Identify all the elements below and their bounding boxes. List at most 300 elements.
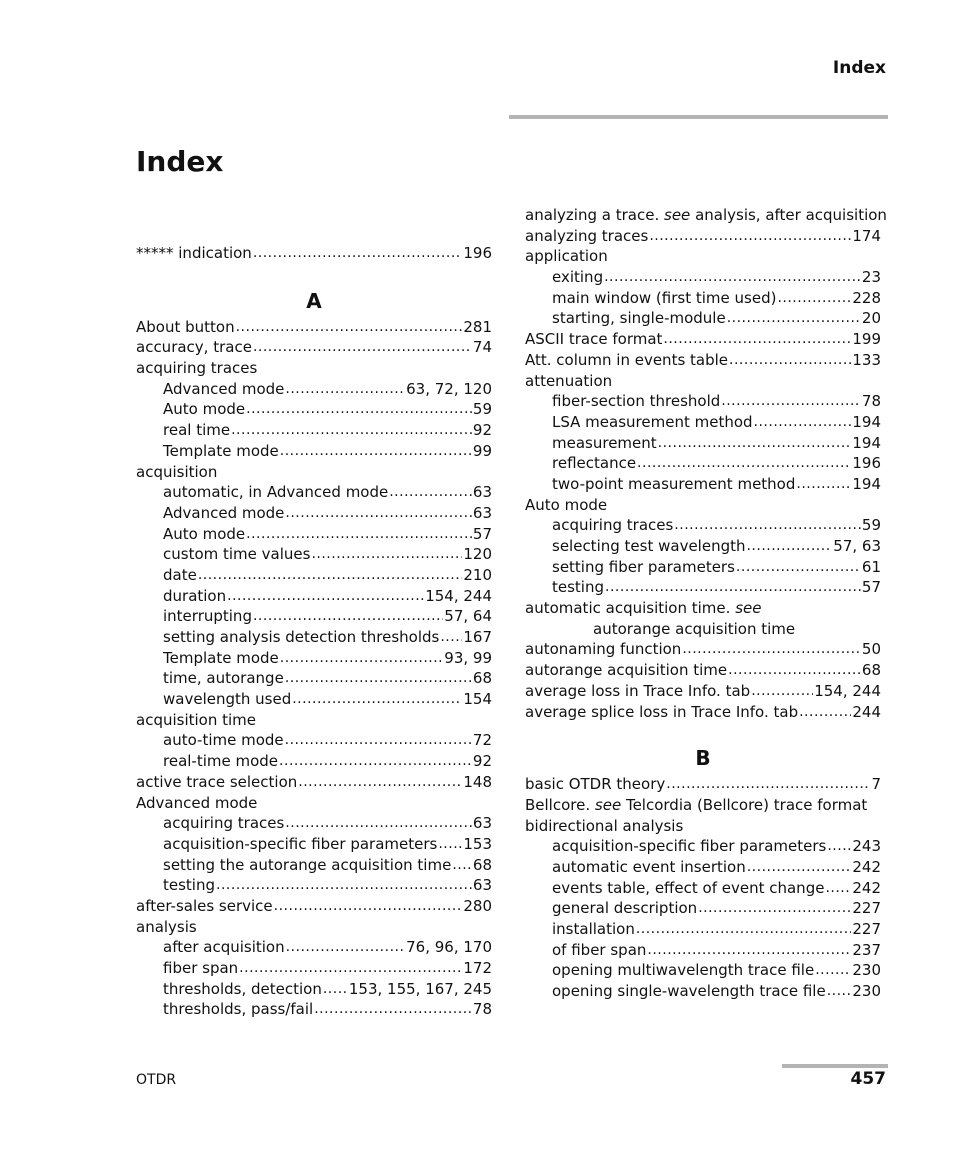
index-entry-label (525, 660, 727, 681)
index-entry (136, 710, 492, 731)
entry-text: acquisition-specific fiber parameters (163, 834, 438, 853)
index-entry-label (136, 462, 217, 483)
entry-text: Advanced mode (163, 379, 285, 398)
index-subentry (136, 813, 492, 834)
entry-text: Advanced mode (163, 503, 285, 522)
index-entry-label (163, 379, 284, 400)
page-refs: 194 (852, 433, 881, 452)
entry-text: acquiring traces (552, 516, 674, 535)
index-entry (525, 681, 881, 702)
index-subentry (136, 503, 492, 524)
index-entry-label (136, 358, 257, 379)
entry-text: average loss in Trace Info. tab (525, 681, 751, 700)
page-refs: 57, 63 (833, 537, 881, 555)
index-entry-label (552, 433, 657, 454)
footer-rule (782, 1064, 888, 1068)
entry-text: measurement (552, 433, 657, 452)
page-refs: 63, 72, 120 (406, 379, 492, 398)
index-subentry (525, 391, 881, 412)
page-refs: 68 (861, 661, 881, 680)
index-subentry (525, 857, 881, 878)
index-subentry (136, 606, 492, 627)
page-refs: 23 (861, 268, 881, 287)
index-entry (525, 246, 881, 267)
index-subentry (136, 565, 492, 586)
page-title: Index (136, 145, 224, 178)
index-entry-label (552, 898, 697, 919)
dot-leader (198, 565, 463, 586)
index-subentry (136, 524, 492, 545)
running-head-title: Index (832, 58, 886, 78)
index-entry-label (593, 619, 795, 640)
dot-leader (825, 878, 851, 899)
dot-leader (746, 536, 832, 557)
page-refs: 92 (472, 421, 492, 440)
entry-text: About button (136, 317, 235, 336)
page-refs: 63 (472, 483, 492, 502)
entry-text: analyzing a trace. (525, 206, 660, 224)
header-rule (509, 115, 888, 119)
dot-leader (777, 288, 851, 309)
index-entry-label (163, 648, 279, 669)
index-entry-label (525, 495, 607, 516)
index-subentry (525, 412, 881, 433)
index-entry-label (163, 875, 215, 896)
page-refs: 194 (852, 474, 881, 493)
index-entry-label (163, 503, 284, 524)
index-entry-label (552, 557, 735, 578)
index-entry-label (525, 329, 662, 350)
index-entry (136, 337, 492, 358)
index-subentry (525, 940, 881, 961)
index-entry-label (136, 772, 297, 793)
dot-leader (796, 474, 851, 495)
dot-leader (827, 981, 852, 1002)
index-entry (136, 917, 492, 938)
page-refs: 242 (852, 857, 881, 876)
index-subentry (136, 834, 492, 855)
dot-leader (246, 399, 472, 420)
index-entry-label (136, 243, 252, 264)
page-refs: 228 (852, 288, 881, 307)
page-refs: 63 (472, 876, 492, 895)
entry-text: fiber-section threshold (552, 392, 721, 411)
page-refs: 148 (463, 772, 492, 791)
index-entry-label (163, 565, 197, 586)
index-entry (525, 702, 881, 723)
index-entry-label (163, 813, 284, 834)
dot-leader (736, 557, 861, 578)
index-subentry (136, 482, 492, 503)
page-refs: 167 (463, 628, 492, 646)
footer-product: OTDR (136, 1072, 177, 1088)
index-entry-label (525, 205, 887, 226)
index-subentry (136, 544, 492, 565)
index-entry-label (163, 689, 291, 710)
dot-leader (274, 896, 463, 917)
dot-leader (827, 836, 851, 857)
dot-leader (285, 379, 405, 400)
entry-text: autorange acquisition time (525, 661, 728, 680)
entry-text: wavelength used (163, 690, 292, 709)
dot-leader (674, 515, 861, 536)
entry-text: automatic acquisition time. (525, 599, 731, 618)
index-subentry (525, 433, 881, 454)
dot-leader (285, 668, 472, 689)
index-entry-label (136, 710, 256, 731)
dot-leader (216, 875, 472, 896)
index-entry-label (136, 896, 273, 917)
index-subentry (525, 308, 881, 329)
dot-leader (663, 329, 851, 350)
index-subentry (525, 577, 881, 598)
entry-text: acquiring traces (163, 814, 285, 833)
page-refs: 230 (852, 982, 881, 1001)
page-refs: 210 (463, 565, 492, 584)
entry-text: acquiring traces (136, 359, 258, 378)
entry-text: active trace selection (136, 772, 298, 791)
spacer (525, 722, 881, 734)
dot-leader (236, 317, 463, 338)
entry-text: basic OTDR theory (525, 775, 666, 794)
index-entry-label (163, 544, 310, 565)
index-entry (525, 205, 887, 226)
dot-leader (438, 834, 462, 855)
entry-text: custom time values (163, 545, 311, 564)
dot-leader (253, 337, 472, 358)
entry-text: automatic, in Advanced mode (163, 483, 389, 502)
index-entry-label (163, 937, 285, 958)
index-entry (525, 816, 881, 837)
index-letter-heading: A (306, 288, 322, 313)
index-subentry (525, 288, 881, 309)
entry-text: real-time mode (163, 752, 279, 771)
entry-text: Bellcore. (525, 795, 591, 814)
entry-text: Auto mode (163, 524, 246, 543)
page-refs: 227 (852, 899, 881, 918)
page-refs: 230 (852, 961, 881, 980)
index-entry-label (552, 577, 604, 598)
index-entry (525, 639, 881, 660)
dot-leader (637, 453, 851, 474)
index-subentry (136, 668, 492, 689)
entry-text: acquisition (136, 462, 218, 481)
entry-text: Template mode (163, 441, 279, 460)
dot-leader (440, 627, 462, 648)
entry-text: of fiber span (552, 940, 647, 959)
dot-leader (799, 702, 851, 723)
index-entry-label (552, 453, 636, 474)
index-entry-label (163, 627, 439, 648)
entry-text: after-sales service (136, 896, 273, 915)
dot-leader (285, 730, 472, 751)
page-refs: 242 (852, 878, 881, 897)
dot-leader (314, 999, 472, 1020)
index-entry-label (552, 391, 720, 412)
entry-text: autorange acquisition time (593, 619, 796, 638)
entry-text: two-point measurement method (552, 474, 796, 493)
entry-text: ***** indication (136, 244, 252, 262)
index-entry-label (525, 598, 761, 619)
dot-leader (751, 681, 813, 702)
dot-leader (747, 857, 852, 878)
index-entry-label (163, 482, 388, 503)
page-refs: 174 (852, 226, 881, 245)
index-subentry (136, 979, 492, 1000)
dot-leader (285, 503, 472, 524)
page-refs: 227 (852, 920, 881, 938)
index-subentry (525, 515, 881, 536)
entry-text: thresholds, detection (163, 979, 322, 998)
index-subentry (136, 730, 492, 751)
page-refs: 59 (861, 516, 881, 535)
page-refs: 78 (472, 1000, 492, 1019)
dot-leader (729, 350, 851, 371)
entry-text: time, autorange (163, 669, 284, 688)
index-subentry (525, 619, 881, 640)
entry-text: opening multiwavelength trace file (552, 961, 815, 980)
page-refs: 78 (861, 392, 881, 411)
entry-text: duration (163, 586, 227, 605)
see-target: Telcordia (Bellcore) trace format (625, 795, 868, 814)
page-refs: 61 (861, 557, 881, 576)
dot-leader (728, 660, 861, 681)
index-entry-label (525, 681, 750, 702)
index-entry (525, 495, 881, 516)
index-subentry (136, 855, 492, 876)
entry-text: accuracy, trace (136, 338, 252, 357)
page-refs: 120 (463, 545, 492, 564)
index-entry-label (136, 917, 197, 938)
page-refs: 68 (472, 669, 492, 688)
entry-text: setting the autorange acquisition time (163, 855, 452, 874)
entry-text: LSA measurement method (552, 412, 753, 431)
index-entry (525, 371, 881, 392)
index-entry-label (136, 317, 235, 338)
page-refs: 7 (871, 775, 881, 794)
index-entry-label (163, 420, 230, 441)
entry-text: Auto mode (163, 400, 246, 419)
dot-leader (253, 606, 443, 627)
entry-text: reflectance (552, 454, 637, 473)
index-entry-label (163, 586, 226, 607)
dot-leader (658, 433, 852, 454)
entry-text: opening single-wavelength trace file (552, 982, 826, 1001)
dot-leader (285, 813, 472, 834)
page-refs: 72 (472, 731, 492, 750)
index-subentry (136, 648, 492, 669)
page-refs: 93, 99 (444, 648, 492, 667)
index-subentry (525, 557, 881, 578)
index-entry-label (525, 226, 648, 247)
entry-text: thresholds, pass/fail (163, 1000, 314, 1019)
index-entry (525, 660, 881, 681)
dot-leader (239, 958, 462, 979)
index-subentry (136, 627, 492, 648)
index-entry (525, 795, 881, 816)
dot-leader (721, 391, 861, 412)
index-entry-label (163, 834, 437, 855)
entry-text: starting, single-module (552, 309, 726, 328)
entry-text: acquisition time (136, 710, 257, 729)
entry-text: autonaming function (525, 640, 682, 659)
entry-text: acquisition-specific fiber parameters (552, 837, 827, 856)
dot-leader (311, 544, 462, 565)
index-subentry (525, 836, 881, 857)
dot-leader (452, 855, 472, 876)
index-entry (136, 896, 492, 917)
index-entry-label (552, 836, 826, 857)
dot-leader (246, 524, 472, 545)
index-entry-label (163, 399, 245, 420)
index-letter-heading: B (695, 746, 711, 771)
entry-text: application (525, 247, 608, 266)
index-entry-label (525, 816, 683, 837)
dot-leader (286, 937, 406, 958)
index-entry-label (552, 412, 753, 433)
dot-leader (698, 898, 851, 919)
entry-text: fiber span (163, 959, 239, 977)
index-subentry (136, 958, 492, 979)
index-entry-label (163, 730, 284, 751)
page-refs: 57 (472, 524, 492, 543)
index-subentry (136, 999, 492, 1020)
page-refs: 154, 244 (814, 681, 881, 700)
entry-text: Att. column in events table (525, 350, 729, 369)
index-subentry (525, 878, 881, 899)
dot-leader (279, 751, 472, 772)
index-subentry (525, 474, 881, 495)
page-refs: 59 (472, 400, 492, 419)
index-entry-label (163, 999, 313, 1020)
dot-leader (292, 689, 462, 710)
entry-text: setting analysis detection thresholds (163, 628, 440, 646)
index-entry-label (552, 981, 826, 1002)
dot-leader (727, 308, 861, 329)
index-entry-label (552, 919, 635, 940)
index-entry-label (552, 960, 814, 981)
index-entry-label (552, 308, 726, 329)
entry-text: automatic event insertion (552, 857, 746, 876)
index-subentry (136, 937, 492, 958)
page-refs: 196 (463, 244, 492, 262)
index-entry (525, 774, 881, 795)
entry-text: selecting test wavelength (552, 537, 746, 555)
entry-text: installation (552, 920, 635, 938)
entry-text: average splice loss in Trace Info. tab (525, 702, 799, 721)
index-subentry (525, 960, 881, 981)
dot-leader (253, 243, 463, 264)
dot-leader (231, 420, 472, 441)
dot-leader (389, 482, 472, 503)
entry-text: analysis (136, 917, 197, 936)
index-entry (136, 772, 492, 793)
index-entry-label (163, 958, 238, 979)
dot-leader (280, 441, 472, 462)
page-refs: 154 (463, 690, 492, 709)
index-entry-label (163, 606, 252, 627)
entry-text: setting fiber parameters (552, 557, 735, 576)
index-entry-label (163, 668, 284, 689)
index-entry (525, 598, 881, 619)
page-refs: 194 (852, 412, 881, 431)
page-refs: 20 (861, 309, 881, 328)
dot-leader (647, 940, 851, 961)
dot-leader (604, 267, 861, 288)
index-entry-label (552, 940, 646, 961)
entry-text: ASCII trace format (525, 330, 663, 349)
dot-leader (298, 772, 462, 793)
index-entry-label (525, 246, 608, 267)
entry-text: events table, effect of event change (552, 878, 825, 897)
index-subentry (136, 751, 492, 772)
entry-text: general description (552, 899, 698, 918)
spacer (136, 264, 492, 277)
index-subentry (525, 453, 881, 474)
see-reference: see (735, 599, 762, 618)
index-entry-label (525, 371, 612, 392)
dot-leader (323, 979, 348, 1000)
index-entry-label (163, 524, 245, 545)
index-entry (136, 317, 492, 338)
entry-text: analyzing traces (525, 226, 649, 245)
index-entry (525, 329, 881, 350)
index-entry-label (136, 793, 257, 814)
page-refs: 68 (472, 855, 492, 874)
index-entry-label (163, 441, 279, 462)
index-subentry (136, 379, 492, 400)
index-entry-label (552, 267, 603, 288)
index-subentry (136, 399, 492, 420)
page-refs: 153 (463, 834, 492, 853)
page-number: 457 (850, 1069, 886, 1089)
page-refs: 196 (852, 454, 881, 473)
entry-text: interrupting (163, 607, 252, 626)
page-refs: 199 (852, 330, 881, 349)
entry-text: date (163, 565, 197, 584)
index-entry-label (525, 350, 728, 371)
index-column-right (525, 205, 887, 1002)
index-entry-label (552, 878, 824, 899)
index-subentry (136, 420, 492, 441)
entry-text: bidirectional analysis (525, 816, 684, 835)
dot-leader (636, 919, 852, 940)
entry-text: testing (552, 578, 605, 597)
index-subentry (136, 586, 492, 607)
entry-text: after acquisition (163, 938, 285, 957)
index-entry (525, 226, 881, 247)
page-refs: 133 (852, 350, 881, 369)
dot-leader (605, 577, 861, 598)
index-entry-label (163, 855, 451, 876)
entry-text: Advanced mode (136, 793, 258, 812)
page-refs: 92 (472, 752, 492, 771)
see-reference: see (664, 206, 691, 224)
index-entry-label (163, 979, 322, 1000)
see-target: analysis, after acquisition (695, 206, 887, 224)
entry-text: real time (163, 421, 231, 440)
index-subentry (136, 875, 492, 896)
page-refs: 172 (463, 959, 492, 977)
index-entry-label (552, 857, 746, 878)
entry-text: Auto mode (525, 495, 608, 514)
index-subentry (525, 919, 881, 940)
dot-leader (280, 648, 444, 669)
index-subentry (525, 267, 881, 288)
see-reference: see (594, 795, 622, 814)
page-refs: 63 (472, 503, 492, 522)
entry-text: testing (163, 876, 216, 895)
